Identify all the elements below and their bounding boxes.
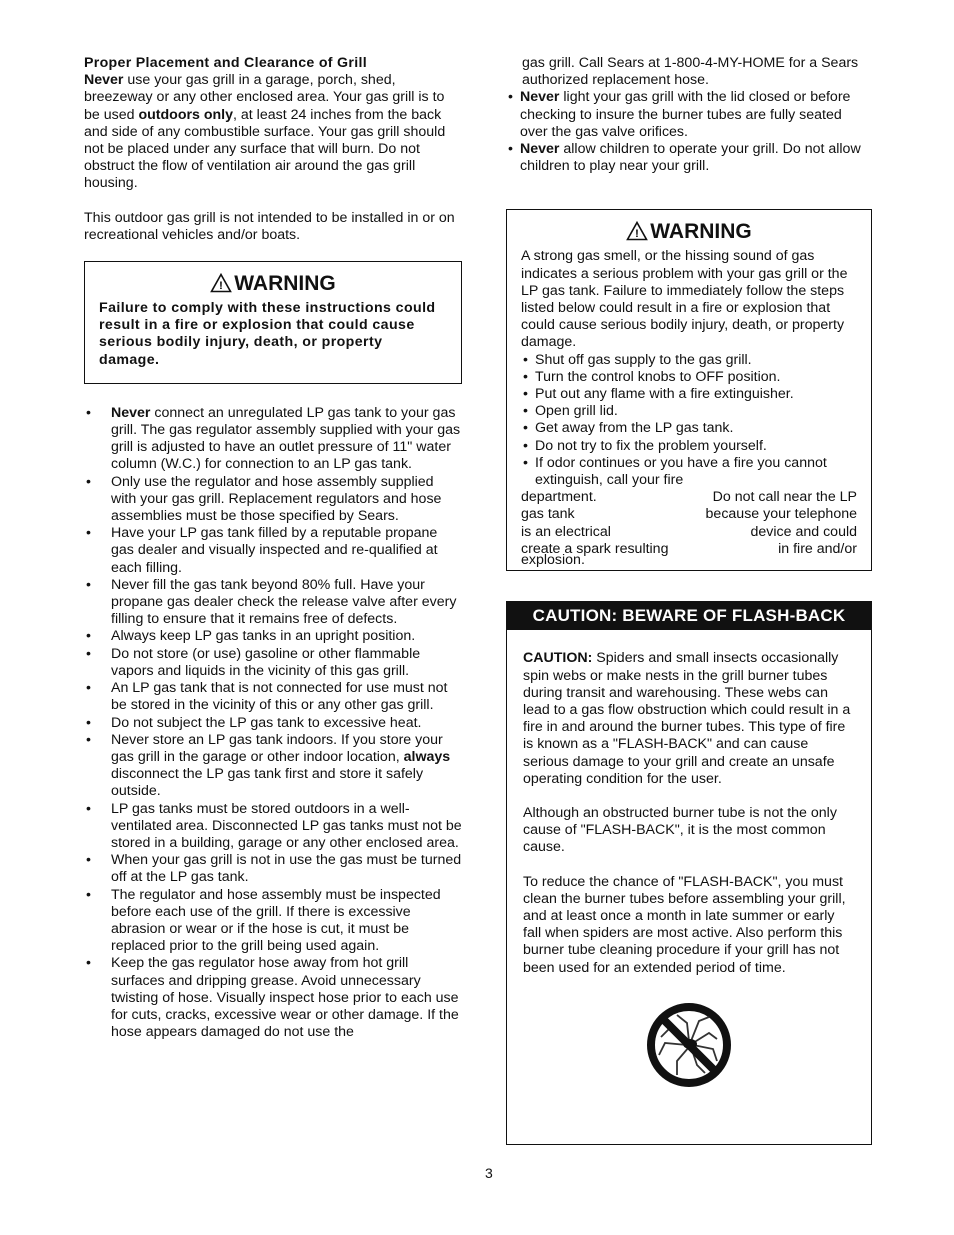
safety-bullet: • When your gas grill is not in use the gas must be turned off at the LP gas tank. bbox=[84, 852, 462, 886]
warning-last: explosion. bbox=[521, 552, 585, 569]
warning-step: • Get away from the LP gas tank. bbox=[521, 420, 857, 437]
safety-bullet: • LP gas tanks must be stored outdoors in a well-ventilated area. Disconnected LP gas tanks must not be stored in a building, garage or any other enclosed area. bbox=[84, 801, 462, 853]
warning-tail bbox=[521, 489, 857, 558]
safety-bullet: • An LP gas tank that is not connected for use must not be stored in the vicinity of this or any other gas grill. bbox=[84, 680, 462, 714]
warning-step: • Turn the control knobs to OFF position. bbox=[521, 369, 857, 386]
warning-step: • Put out any flame with a fire extinguisher. bbox=[521, 386, 857, 403]
caution-header: CAUTION: BEWARE OF FLASH-BACK bbox=[507, 602, 871, 630]
safety-bullet: • Have your LP gas tank filled by a reputable propane gas dealer and visually inspected and re-qualified at each filling. bbox=[84, 525, 462, 577]
placement-paragraph bbox=[84, 72, 462, 192]
safety-bullet: • Never fill the gas tank beyond 80% full. Have your propane gas dealer check the release valve after every filling to ensure that it remains free of defects. bbox=[84, 577, 462, 629]
warning-step: • Do not try to fix the problem yourself. bbox=[521, 438, 857, 455]
safety-bullet: • The regulator and hose assembly must be inspected before each use of the grill. If there is excessive abrasion or wear or if the hose is cut, it must be replaced prior to the grill being used again. bbox=[84, 887, 462, 956]
never-lead: Never bbox=[84, 72, 124, 89]
warning-step: • If odor continues or you have a fire you cannot extinguish, call your fire bbox=[521, 455, 857, 489]
no-spider-icon bbox=[647, 1003, 731, 1087]
safety-bullet: • Never store an LP gas tank indoors. If you store your gas grill in the garage or other indoor location, always disconnect the LP gas tank first and store it safely outside. bbox=[84, 732, 462, 801]
warning-tail-row bbox=[521, 489, 857, 506]
warning-tail-text: create a spark resulting bbox=[521, 540, 669, 557]
warning-tail-text: device and could bbox=[750, 523, 857, 540]
safety-bullet: • Do not subject the LP gas tank to excessive heat. bbox=[84, 715, 462, 732]
safety-bullet: • Only use the regulator and hose assembly supplied with your gas grill. Replacement regulators and hose assemblies must be those specified by Sears. bbox=[84, 474, 462, 526]
warning-tail-text: is an electrical bbox=[521, 523, 611, 540]
warning-triangle-icon bbox=[210, 273, 232, 293]
caution-body bbox=[507, 630, 871, 1098]
svg-text:!: ! bbox=[219, 280, 224, 293]
right-column bbox=[506, 55, 872, 1145]
never-bullet-list bbox=[506, 89, 872, 175]
placement-text-b: , at least 24 inches from the back and side of any combustible surface. Your gas grill should not be placed under any surface that will burn. Do not obstruct the flow of ventilation air around the gas grill housing. bbox=[84, 106, 446, 192]
warning-title: ! WARNING bbox=[521, 220, 857, 244]
rv-paragraph: This outdoor gas grill is not intended to be installed in or on recreational vehicles and/or boats. bbox=[84, 209, 455, 243]
safety-bullet: • Never connect an unregulated LP gas tank to your gas grill. The gas regulator assembly supplied with your gas grill is adjusted to have an outlet pressure of 11" water column (W.C.) for connection to an LP gas tank. bbox=[84, 405, 462, 474]
caution-paragraph-1: CAUTION: Spiders and small insects occasionally spin webs or make nests in the grill burner tubes during transit and warehousing. These webs can lead to a gas flow obstruction which could result in a fire in and around the burner tubes. This type of fire is known as a "FLASH-BACK" and can cause serious damage to your grill and create an unsafe operating condition for the user. bbox=[523, 650, 851, 787]
warning-steps bbox=[521, 352, 857, 490]
caution-box bbox=[506, 601, 872, 1145]
caution-paragraph-2: Although an obstructed burner tube is not the only cause of "FLASH-BACK", it is the most common cause. bbox=[523, 805, 837, 856]
left-column bbox=[84, 55, 462, 1041]
warning-tail-row bbox=[521, 524, 857, 541]
safety-bullet: • Always keep LP gas tanks in an upright position. bbox=[84, 628, 462, 645]
warning-tail-text: gas tank bbox=[521, 506, 575, 523]
gas-smell-warning: A strong gas smell, or the hissing sound of gas indicates a serious problem with your gas grill or the LP gas tank. Failure to immediately follow the steps listed below could result in a fire or explosion that could cause serious bodily injury, death, or property damage. bbox=[521, 248, 848, 351]
warning-step: • Shut off gas supply to the gas grill. bbox=[521, 352, 857, 369]
svg-text:!: ! bbox=[635, 228, 640, 241]
outdoors-only: outdoors only bbox=[138, 106, 234, 123]
warning-tail-text: department. bbox=[521, 489, 597, 506]
warning-step: • Open grill lid. bbox=[521, 403, 857, 420]
page-number: 3 bbox=[485, 1165, 493, 1181]
never-bullet: • Never light your gas grill with the lid closed or before checking to insure the burner tubes are fully seated over the gas valve orifices. bbox=[506, 89, 872, 141]
warning-text: Failure to comply with these instructions could result in a fire or explosion that could cause serious bodily injury, death, or property damage. bbox=[99, 300, 436, 368]
caution-lead: CAUTION: bbox=[523, 650, 593, 667]
caution-paragraph-3: To reduce the chance of "FLASH-BACK", you must clean the burner tubes before assembling your grill, and at least once a month in late summer or early fall when spiders are most active. Also perform this burner tube cleaning procedure if your grill has not been used for an extended period of time. bbox=[523, 873, 846, 976]
warning-tail-text: Do not call near the LP bbox=[712, 489, 857, 506]
safety-bullet-list bbox=[84, 405, 462, 1042]
warning-box-left bbox=[84, 261, 462, 384]
never-bullet: • Never allow children to operate your grill. Do not allow children to play near your grill. bbox=[506, 141, 872, 175]
section-heading: Proper Placement and Clearance of Grill bbox=[84, 55, 367, 71]
warning-tail-text: because your telephone bbox=[705, 506, 857, 523]
warning-tail-row bbox=[521, 506, 857, 523]
warning-triangle-icon bbox=[626, 221, 648, 241]
placement-text-a: use your gas grill in a garage, porch, shed, breezeway or any other enclosed area. Your gas grill is to be used bbox=[84, 72, 445, 123]
warning-title: ! WARNING bbox=[99, 272, 447, 296]
warning-box-right bbox=[506, 209, 872, 571]
warning-tail-text: in fire and/or bbox=[778, 540, 857, 557]
safety-bullet: • Do not store (or use) gasoline or other flammable vapors and liquids in the vicinity of this gas grill. bbox=[84, 646, 462, 680]
safety-bullet: • Keep the gas regulator hose away from hot grill surfaces and dripping grease. Avoid unnecessary twisting of hose. Visually inspect hose prior to each use for cuts, cracks, excessive wear or other damage. If the hose appears damaged do not use the bbox=[84, 955, 462, 1041]
hose-continuation: gas grill. Call Sears at 1-800-4-MY-HOME for a Sears authorized replacement hose. bbox=[522, 55, 859, 89]
